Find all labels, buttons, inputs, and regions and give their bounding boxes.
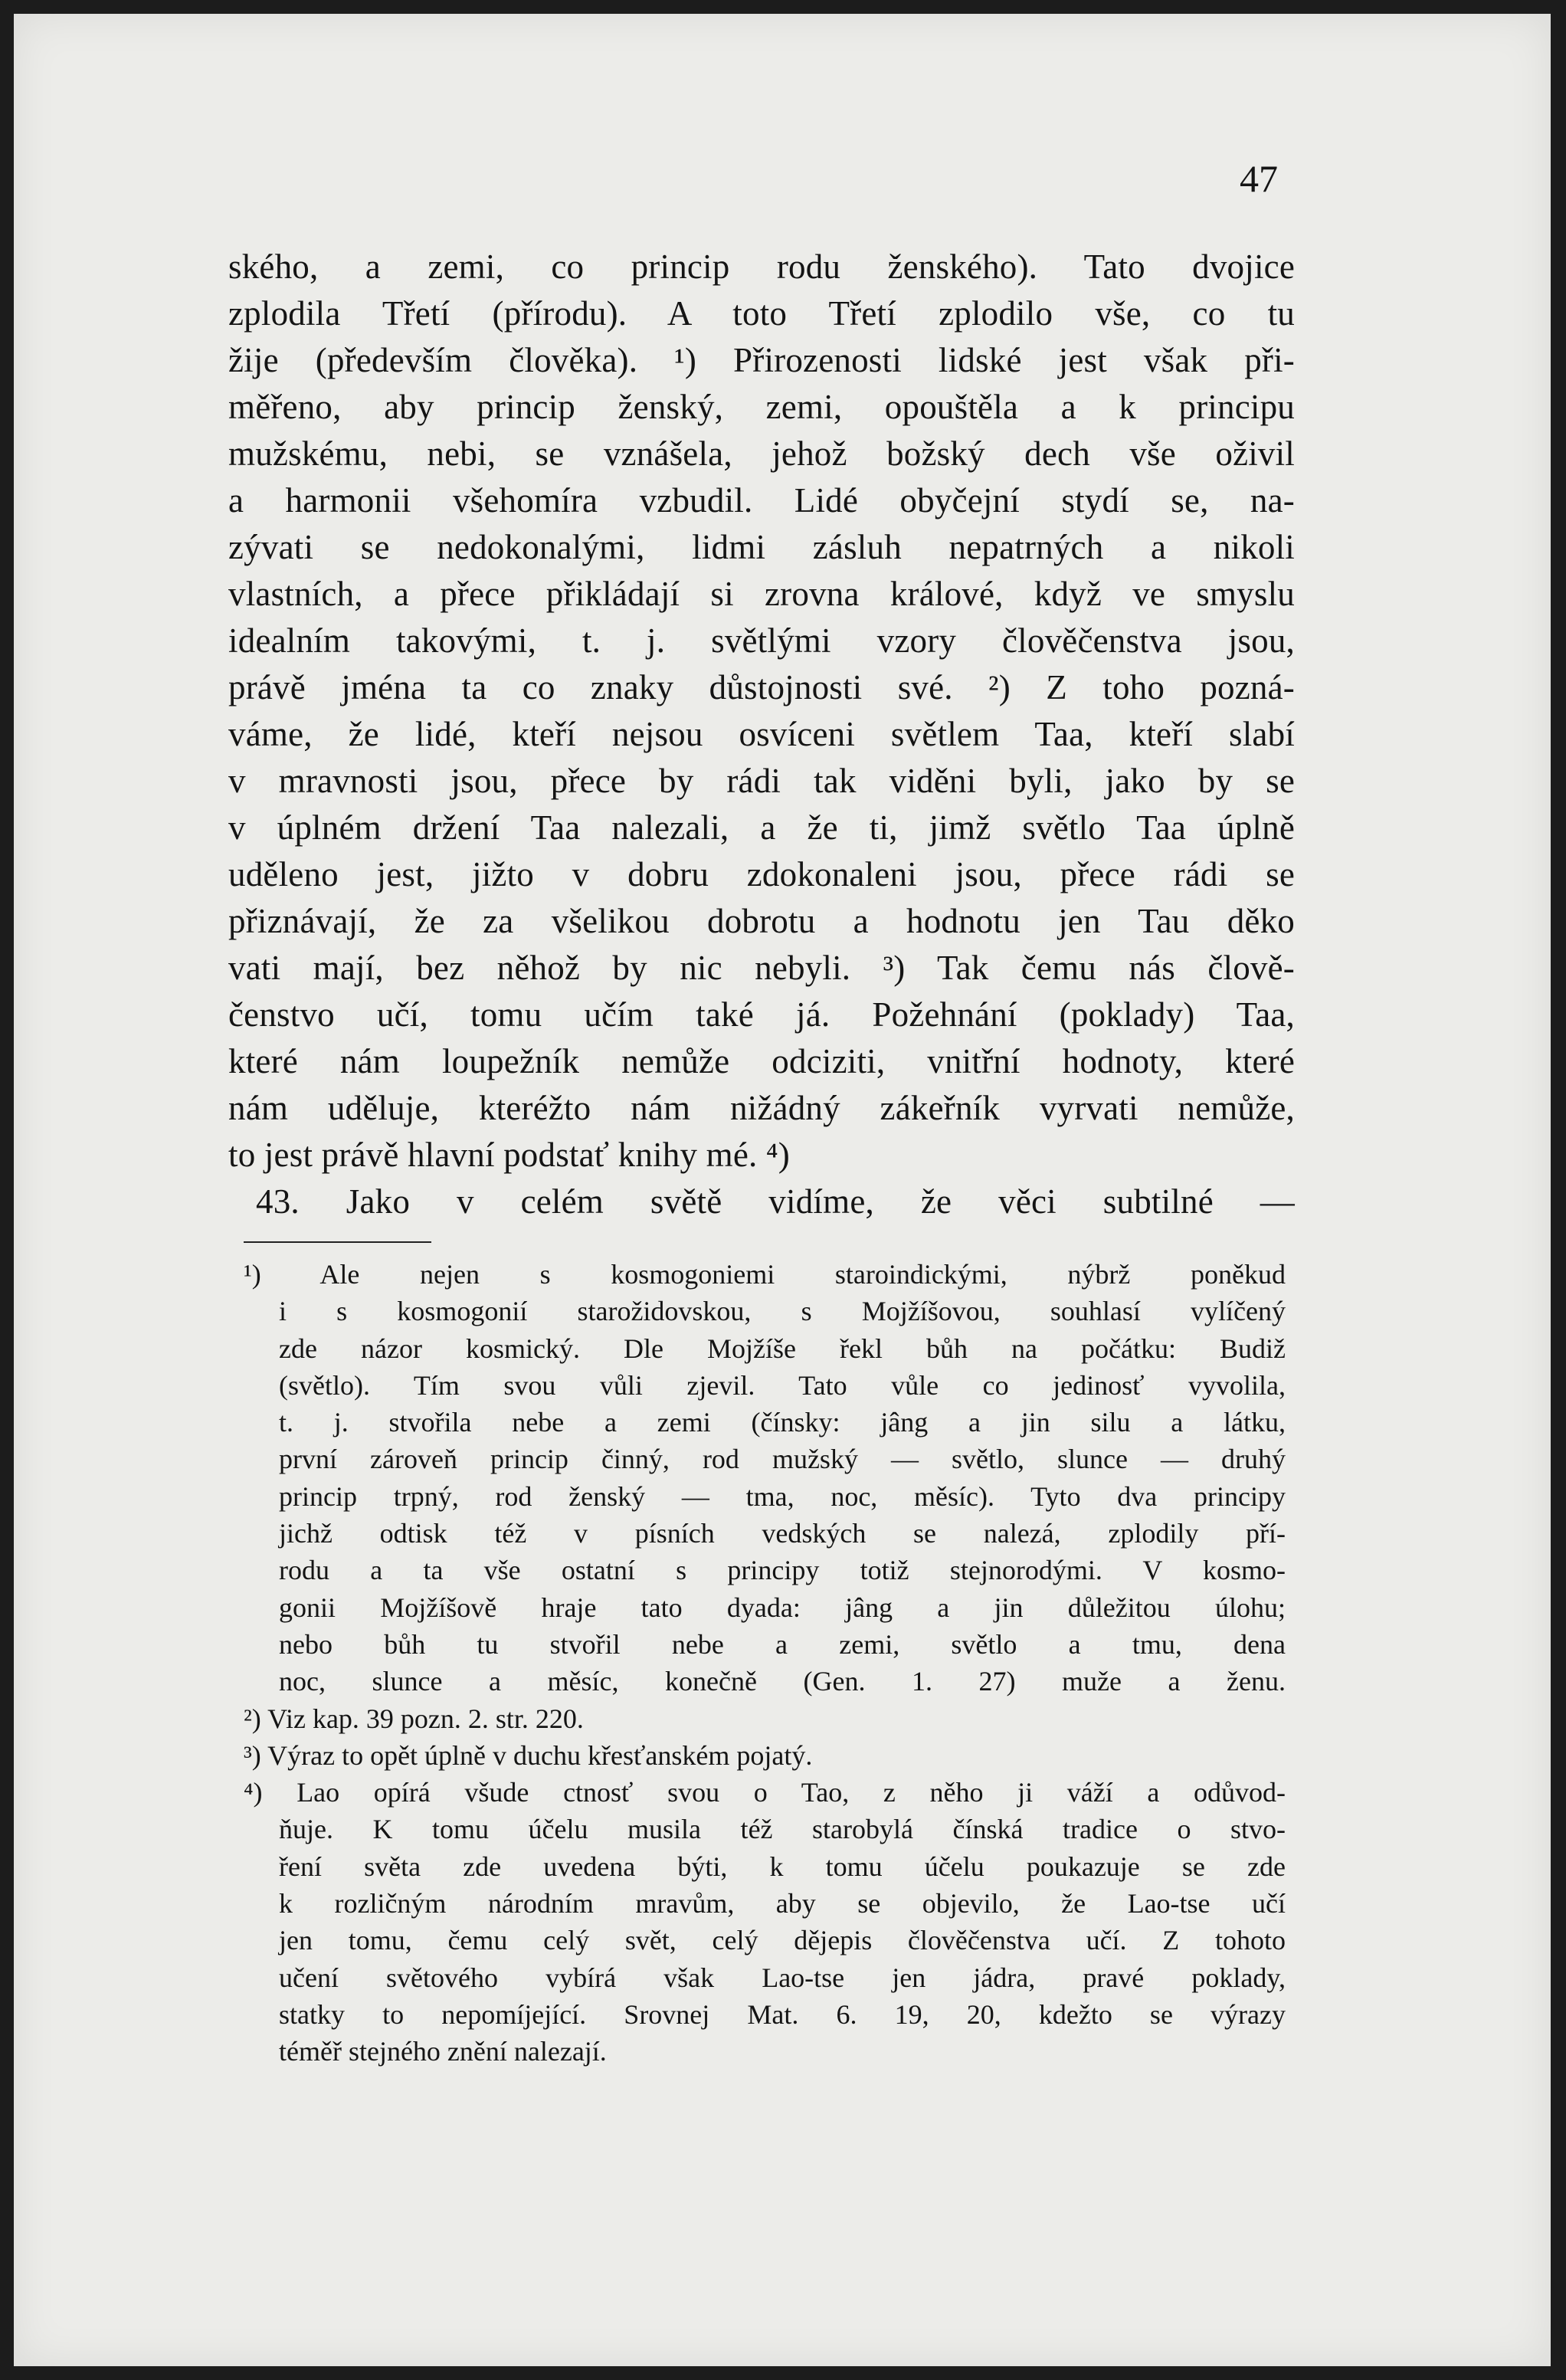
book-page [14, 14, 1551, 2366]
text-line: nám uděluje, kteréžto nám nižádný zákeřník vyrvati nemůže, [228, 1089, 1295, 1127]
text-line: žije (především člověka). ¹) Přirozenosti lidské jest však při- [228, 341, 1295, 379]
text-line: vlastních, a přece přikládají si zrovna králové, když ve smyslu [228, 575, 1295, 613]
footnote-line: princip trpný, rod ženský — tma, noc, měsíc). Tyto dva principy [279, 1480, 1286, 1512]
footnote-line: i s kosmogonií starožidovskou, s Mojžíšovou, souhlasí vylíčený [279, 1296, 1286, 1327]
footnote-line: ²) Viz kap. 39 pozn. 2. str. 220. [244, 1703, 584, 1734]
footnote-line: ření světa zde uvedena býti, k tomu účelu poukazuje se zde [279, 1851, 1286, 1882]
text-line: mužskému, nebi, se vznášela, jehož božský dech vše oživil [228, 434, 1295, 473]
footnote-divider [244, 1241, 431, 1243]
footnote-line: gonii Mojžíšově hraje tato dyada: jâng a jin důležitou úlohu; [279, 1592, 1286, 1623]
text-line: to jest právě hlavní podstať knihy mé. ⁴) [228, 1136, 790, 1174]
main-text-body [228, 244, 1295, 1225]
footnote-line: ⁴) Lao opírá všude ctnosť svou o Tao, z něho ji váží a odůvod- [244, 1777, 1286, 1808]
footnote-line: noc, slunce a měsíc, konečně (Gen. 1. 27) muže a ženu. [279, 1666, 1286, 1697]
footnote-line: (světlo). Tím svou vůli zjevil. Tato vůle co jedinosť vyvolila, [279, 1369, 1286, 1401]
text-line: zplodila Třetí (přírodu). A toto Třetí zplodilo vše, co tu [228, 294, 1295, 333]
footnote-line: ¹) Ale nejen s kosmogoniemi staroindickými, nýbrž poněkud [244, 1259, 1286, 1290]
text-line: právě jména ta co znaky důstojnosti své. ²) Z toho pozná- [228, 668, 1295, 706]
footnote-line: učení světového vybírá však Lao-tse jen jádra, pravé poklady, [279, 1962, 1286, 1993]
text-line: uděleno jest, jižto v dobru zdokonaleni jsou, přece rádi se [228, 855, 1295, 893]
text-line: a harmonii všehomíra vzbudil. Lidé obyčejní stydí se, na- [228, 481, 1295, 520]
text-line: v mravnosti jsou, přece by rádi tak viděni byli, jako by se [228, 762, 1295, 800]
text-line: váme, že lidé, kteří nejsou osvíceni světlem Taa, kteří slabí [228, 715, 1295, 753]
text-line: zývati se nedokonalými, lidmi zásluh nepatrných a nikoli [228, 528, 1295, 566]
text-line: vati mají, bez něhož by nic nebyli. ³) Tak čemu nás člově- [228, 949, 1295, 987]
footnote-line: jichž odtisk též v písních vedských se nalezá, zplodily pří- [279, 1518, 1286, 1549]
section-start-line: 43. Jako v celém světě vidíme, že věci subtilné — [256, 1182, 1295, 1221]
footnote-line: zde názor kosmický. Dle Mojžíše řekl bůh na počátku: Budiž [279, 1333, 1286, 1364]
footnote-line: jen tomu, čemu celý svět, celý dějepis člověčenstva učí. Z tohoto [279, 1925, 1286, 1956]
footnote-line: k rozličným národním mravům, aby se objevilo, že Lao-tse učí [279, 1888, 1286, 1919]
footnote-line: ³) Výraz to opět úplně v duchu křesťanském pojatý. [244, 1739, 813, 1771]
footnotes [244, 1256, 1286, 2070]
text-line: přiznávají, že za všelikou dobrotu a hodnotu jen Tau děko [228, 902, 1295, 940]
text-line: čenstvo učí, tomu učím také já. Požehnání (poklady) Taa, [228, 995, 1295, 1034]
page-number: 47 [1240, 157, 1278, 200]
footnote-line: statky to nepomíjející. Srovnej Mat. 6. 19, 20, kdežto se výrazy [279, 1998, 1286, 2030]
text-line: měřeno, aby princip ženský, zemi, opouštěla a k principu [228, 388, 1295, 426]
text-line: ského, a zemi, co princip rodu ženského). Tato dvojice [228, 248, 1295, 286]
footnote-line: rodu a ta vše ostatní s principy totiž stejnorodými. V kosmo- [279, 1555, 1286, 1586]
footnote-line: téměř stejného znění nalezají. [279, 2036, 607, 2067]
text-line: které nám loupežník nemůže odciziti, vnitřní hodnoty, které [228, 1042, 1295, 1080]
footnote-line: první zároveň princip činný, rod mužský — světlo, slunce — druhý [279, 1444, 1286, 1475]
footnote-line: t. j. stvořila nebe a zemi (čínsky: jâng a jin silu a látku, [279, 1407, 1286, 1438]
text-line: idealním takovými, t. j. světlými vzory člověčenstva jsou, [228, 621, 1295, 660]
footnote-line: nebo bůh tu stvořil nebe a zemi, světlo a tmu, dena [279, 1628, 1286, 1660]
footnote-line: ňuje. K tomu účelu musila též starobylá čínská tradice o stvo- [279, 1814, 1286, 1845]
text-line: v úplném držení Taa nalezali, a že ti, jimž světlo Taa úplně [228, 808, 1295, 847]
